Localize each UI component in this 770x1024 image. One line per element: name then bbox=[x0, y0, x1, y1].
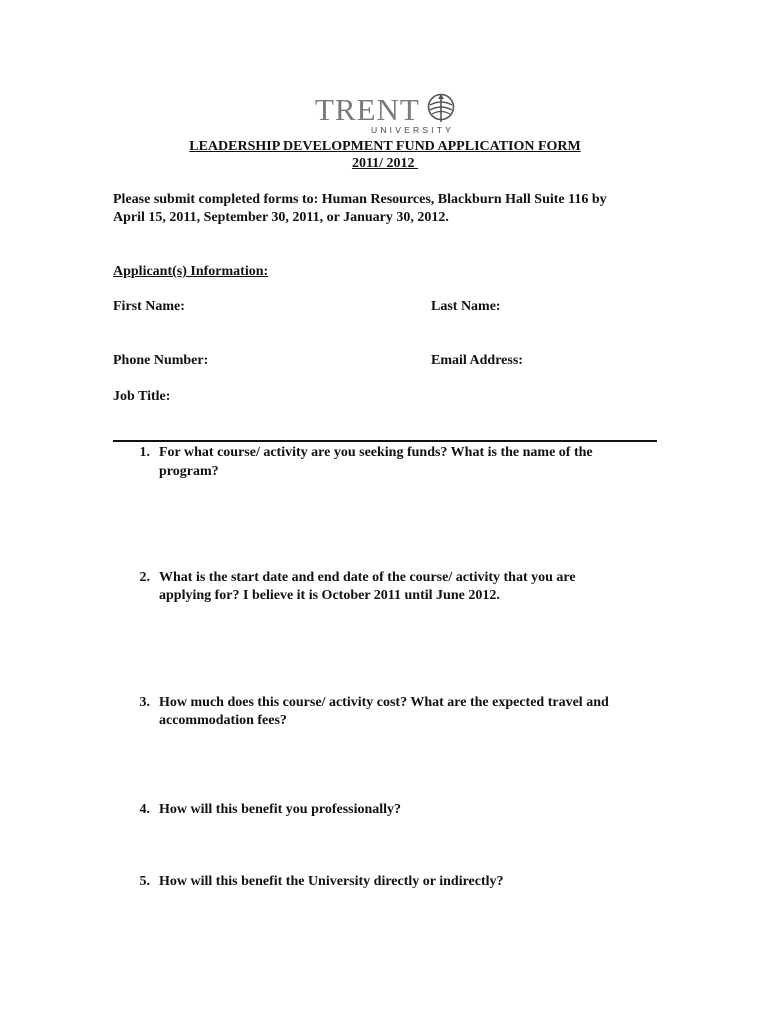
question-2-line-1: What is the start date and end date of the course/ activity that you are bbox=[159, 570, 576, 585]
trent-crest-icon bbox=[425, 92, 457, 126]
question-3-number: 3. bbox=[139, 695, 150, 710]
instructions-line-2: April 15, 2011, September 30, 2011, or January 30, 2012. bbox=[113, 210, 449, 225]
question-5-number: 5. bbox=[139, 874, 150, 889]
question-3-line-1: How much does this course/ activity cost? What are the expected travel and bbox=[159, 695, 609, 710]
applicant-heading: Applicant(s) Information: bbox=[113, 264, 269, 279]
phone-number-label: Phone Number: bbox=[113, 353, 209, 368]
last-name-label: Last Name: bbox=[431, 299, 501, 314]
section-divider bbox=[113, 440, 657, 442]
first-name-label: First Name: bbox=[113, 299, 185, 314]
logo-wordmark: TRENT bbox=[315, 92, 420, 127]
question-2-line-2: applying for? I believe it is October 2011 until June 2012. bbox=[159, 588, 500, 603]
email-address-label: Email Address: bbox=[431, 353, 523, 368]
form-year: 2011/ 2012 bbox=[351, 156, 419, 171]
trent-university-logo bbox=[313, 92, 463, 140]
question-1-line-2: program? bbox=[159, 464, 219, 479]
question-4-number: 4. bbox=[139, 802, 150, 817]
question-2-number: 2. bbox=[139, 570, 150, 585]
question-5-line-1: How will this benefit the University directly or indirectly? bbox=[159, 874, 504, 889]
form-title: LEADERSHIP DEVELOPMENT FUND APPLICATION FORM bbox=[189, 139, 581, 154]
instructions-line-1: Please submit completed forms to: Human Resources, Blackburn Hall Suite 116 by bbox=[113, 192, 607, 207]
question-1-number: 1. bbox=[139, 445, 150, 460]
question-1-line-1: For what course/ activity are you seeking funds? What is the name of the bbox=[159, 445, 593, 460]
logo-subtitle: UNIVERSITY bbox=[371, 125, 455, 135]
question-3-line-2: accommodation fees? bbox=[159, 713, 287, 728]
question-4-line-1: How will this benefit you professionally? bbox=[159, 802, 402, 817]
job-title-label: Job Title: bbox=[113, 389, 171, 404]
